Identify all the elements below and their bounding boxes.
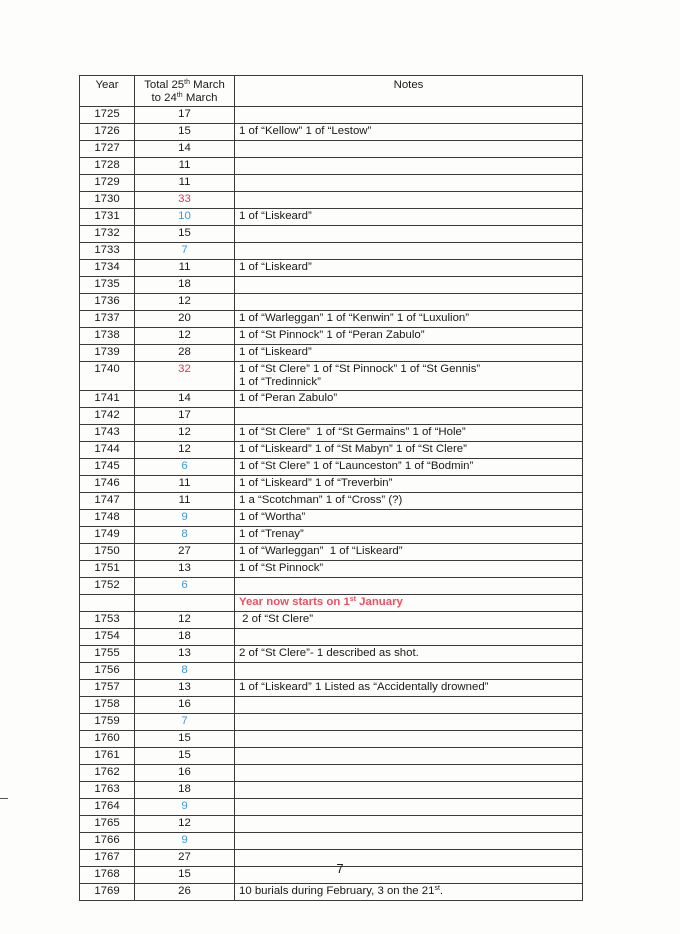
notes-cell [235,124,583,141]
note-line: 1 of “Wortha” [239,511,306,523]
notes-cell [235,459,583,476]
year-cell: 1761 [80,748,135,765]
year-cell: 1766 [80,833,135,850]
year-cell: 1744 [80,442,135,459]
header-total-line1 [144,79,225,91]
notes-cell [235,714,583,731]
table-row [80,833,583,850]
year-cell: 1747 [80,493,135,510]
note-line: 1 of “Liskeard” 1 of “St Mabyn” 1 of “St Clere” [239,443,467,455]
year-cell: 1752 [80,578,135,595]
page-number: 7 [336,861,344,876]
total-cell: 18 [135,782,235,799]
total-cell: 12 [135,442,235,459]
note-text: . [439,885,444,897]
notes-cell [235,884,583,901]
table-header-row [80,76,583,107]
total-cell: 6 [135,578,235,595]
note-line: 1 of “Kellow” 1 of “Lestow” [239,125,372,137]
note-line [239,244,578,257]
year-cell: 1726 [80,124,135,141]
total-cell: 13 [135,561,235,578]
year-cell: 1758 [80,697,135,714]
notes-cell [235,748,583,765]
notes-cell [235,294,583,311]
note-line [239,800,578,813]
total-cell: 18 [135,277,235,294]
total-cell: 15 [135,124,235,141]
total-cell: 9 [135,799,235,816]
table-row [80,459,583,476]
note-line [239,715,578,728]
notes-cell [235,510,583,527]
note-line [239,579,578,592]
note-line: 2 of “St Clere” [239,613,314,625]
calendar-change-notice [239,596,403,608]
table-row [80,294,583,311]
note-line: 1 of “Trenay” [239,528,304,540]
total-cell: 33 [135,192,235,209]
notes-cell [235,408,583,425]
notes-cell [235,612,583,629]
table-row [80,311,583,328]
total-cell: 27 [135,850,235,867]
year-cell: 1729 [80,175,135,192]
notes-cell [235,799,583,816]
total-cell: 32 [135,362,235,391]
note-sup: st [434,885,440,892]
year-cell: 1738 [80,328,135,345]
year-cell: 1733 [80,243,135,260]
notes-cell [235,595,583,612]
note-line [239,108,578,121]
year-cell: 1728 [80,158,135,175]
notes-cell [235,442,583,459]
table-row [80,663,583,680]
table-row [80,612,583,629]
total-cell: 18 [135,629,235,646]
table-row [80,328,583,345]
table-row [80,646,583,663]
table-row [80,561,583,578]
notice-text: Year now starts on 1 [239,596,350,608]
note-line: 1 a “Scotchman” 1 of “Cross” (?) [239,494,403,506]
table-row [80,141,583,158]
year-cell [80,595,135,612]
note-line: 1 of “St Clere” 1 of “St Pinnock” 1 of “St Gennis” [239,363,481,375]
total-cell: 8 [135,527,235,544]
note-line [239,817,578,830]
total-cell: 14 [135,391,235,408]
table-row [80,408,583,425]
total-cell: 8 [135,663,235,680]
total-cell: 12 [135,294,235,311]
total-cell: 14 [135,141,235,158]
note-line: 1 of “Warleggan” 1 of “Kenwin” 1 of “Luxulion” [239,312,470,324]
total-cell [135,595,235,612]
table-row [80,362,583,391]
note-line: 1 of “St Clere” 1 of “St Germains” 1 of “Hole” [239,426,466,438]
notes-cell [235,192,583,209]
total-cell: 12 [135,612,235,629]
table-row [80,345,583,362]
table-row [80,175,583,192]
total-cell: 11 [135,493,235,510]
notes-cell [235,663,583,680]
total-cell: 9 [135,510,235,527]
note-line [239,630,578,643]
note-text: 10 burials during February, 3 on the 21 [239,885,435,897]
year-cell: 1759 [80,714,135,731]
year-cell: 1740 [80,362,135,391]
notes-cell [235,391,583,408]
total-cell: 26 [135,884,235,901]
note-line: 1 of “Tredinnick” [239,376,321,388]
total-cell: 6 [135,459,235,476]
table-row [80,226,583,243]
notice-sup: st [349,596,357,603]
table-row [80,595,583,612]
notes-cell [235,260,583,277]
year-cell: 1762 [80,765,135,782]
note-line: 1 of “Liskeard” [239,210,312,222]
total-cell: 15 [135,748,235,765]
total-cell: 16 [135,697,235,714]
notes-cell [235,765,583,782]
note-line [239,409,578,422]
note-line [239,227,578,240]
table-row [80,629,583,646]
total-cell: 7 [135,714,235,731]
year-cell: 1769 [80,884,135,901]
note-line [239,664,578,677]
notes-cell [235,141,583,158]
table-row [80,714,583,731]
notes-cell [235,629,583,646]
notes-cell [235,362,583,391]
notes-cell [235,158,583,175]
margin-mark [0,798,8,799]
notes-cell [235,816,583,833]
notes-cell [235,731,583,748]
table-row [80,107,583,124]
year-cell: 1750 [80,544,135,561]
table-body [80,107,583,901]
total-cell: 20 [135,311,235,328]
note-line: 1 of “Liskeard” [239,261,312,273]
year-cell: 1742 [80,408,135,425]
table-row [80,442,583,459]
header-year: Year [80,76,135,107]
year-cell: 1757 [80,680,135,697]
notes-cell [235,578,583,595]
table-row [80,476,583,493]
year-cell: 1734 [80,260,135,277]
year-cell: 1745 [80,459,135,476]
year-cell: 1731 [80,209,135,226]
note-line [239,834,578,847]
total-cell: 16 [135,765,235,782]
notes-cell [235,680,583,697]
total-cell: 13 [135,646,235,663]
total-cell: 15 [135,226,235,243]
note-line: 1 of “Liskeard” [239,346,312,358]
year-cell: 1754 [80,629,135,646]
total-cell: 12 [135,328,235,345]
notes-cell [235,527,583,544]
burials-table [79,75,583,901]
table-row [80,277,583,294]
year-cell: 1739 [80,345,135,362]
note-line [239,749,578,762]
notes-cell [235,328,583,345]
note-line [239,176,578,189]
table-row [80,765,583,782]
year-cell: 1730 [80,192,135,209]
notes-cell [235,646,583,663]
total-cell: 11 [135,175,235,192]
notice-text: January [356,596,403,608]
notes-cell [235,697,583,714]
note-line [239,142,578,155]
year-cell: 1746 [80,476,135,493]
year-cell: 1743 [80,425,135,442]
total-cell: 13 [135,680,235,697]
notes-cell [235,243,583,260]
table-row [80,510,583,527]
year-cell: 1735 [80,277,135,294]
year-cell: 1737 [80,311,135,328]
notes-cell [235,493,583,510]
note-line [239,193,578,206]
year-cell: 1756 [80,663,135,680]
year-cell: 1727 [80,141,135,158]
notes-cell [235,311,583,328]
year-cell: 1755 [80,646,135,663]
table-row [80,544,583,561]
table-row [80,578,583,595]
table-row [80,884,583,901]
total-cell: 15 [135,867,235,884]
note-line: 1 of “Peran Zabulo” [239,392,338,404]
year-cell: 1768 [80,867,135,884]
notes-cell [235,544,583,561]
total-cell: 11 [135,260,235,277]
header-total-sup: th [184,79,190,86]
table-row [80,124,583,141]
table-row [80,158,583,175]
total-cell: 11 [135,158,235,175]
notes-cell [235,476,583,493]
total-cell: 11 [135,476,235,493]
note-line: 1 of “Warleggan” 1 of “Liskeard” [239,545,403,557]
table-row [80,680,583,697]
year-cell: 1760 [80,731,135,748]
note-line [239,766,578,779]
year-cell: 1748 [80,510,135,527]
note-line [239,295,578,308]
table-row [80,799,583,816]
table-row [80,748,583,765]
header-total-text: March [189,79,225,91]
note-line [239,278,578,291]
notes-cell [235,833,583,850]
header-total [135,76,235,107]
note-line: 1 of “St Clere” 1 of “Launceston” 1 of “Bodmin” [239,460,474,472]
note-line [239,698,578,711]
table-row [80,209,583,226]
header-total-text: to 24 [151,92,177,104]
notes-cell [235,175,583,192]
table-row [80,493,583,510]
header-notes: Notes [235,76,583,107]
table-row [80,816,583,833]
total-cell: 12 [135,816,235,833]
year-cell: 1725 [80,107,135,124]
notes-cell [235,107,583,124]
note-line [239,732,578,745]
note-line [239,783,578,796]
year-cell: 1732 [80,226,135,243]
header-total-text: March [182,92,218,104]
year-cell: 1749 [80,527,135,544]
table-row [80,260,583,277]
total-cell: 27 [135,544,235,561]
table-row [80,391,583,408]
year-cell: 1767 [80,850,135,867]
notes-cell [235,782,583,799]
header-total-text: Total 25 [144,79,185,91]
year-cell: 1741 [80,391,135,408]
notes-cell [235,561,583,578]
total-cell: 15 [135,731,235,748]
year-cell: 1753 [80,612,135,629]
header-total-line2 [152,92,218,104]
total-cell: 9 [135,833,235,850]
note-line: 1 of “St Pinnock” [239,562,324,574]
year-cell: 1751 [80,561,135,578]
year-cell: 1763 [80,782,135,799]
total-cell: 7 [135,243,235,260]
note-line: 1 of “St Pinnock” 1 of “Peran Zabulo” [239,329,425,341]
year-cell: 1764 [80,799,135,816]
total-cell: 28 [135,345,235,362]
note-line: 2 of “St Clere”- 1 described as shot. [239,647,419,659]
header-total-sup: th [176,92,183,99]
notes-cell [235,209,583,226]
notes-cell [235,277,583,294]
table-row [80,243,583,260]
year-cell: 1736 [80,294,135,311]
table-row [80,782,583,799]
total-cell: 17 [135,107,235,124]
note-line: 1 of “Liskeard” 1 of “Treverbin” [239,477,393,489]
notes-cell [235,425,583,442]
notes-cell [235,345,583,362]
notes-cell [235,226,583,243]
table-row [80,697,583,714]
table-row [80,425,583,442]
note-line [239,159,578,172]
total-cell: 17 [135,408,235,425]
table-row [80,527,583,544]
year-cell: 1765 [80,816,135,833]
total-cell: 10 [135,209,235,226]
table-row [80,192,583,209]
table-row [80,731,583,748]
note-line: 1 of “Liskeard” 1 Listed as “Accidentally drowned” [239,681,489,693]
total-cell: 12 [135,425,235,442]
